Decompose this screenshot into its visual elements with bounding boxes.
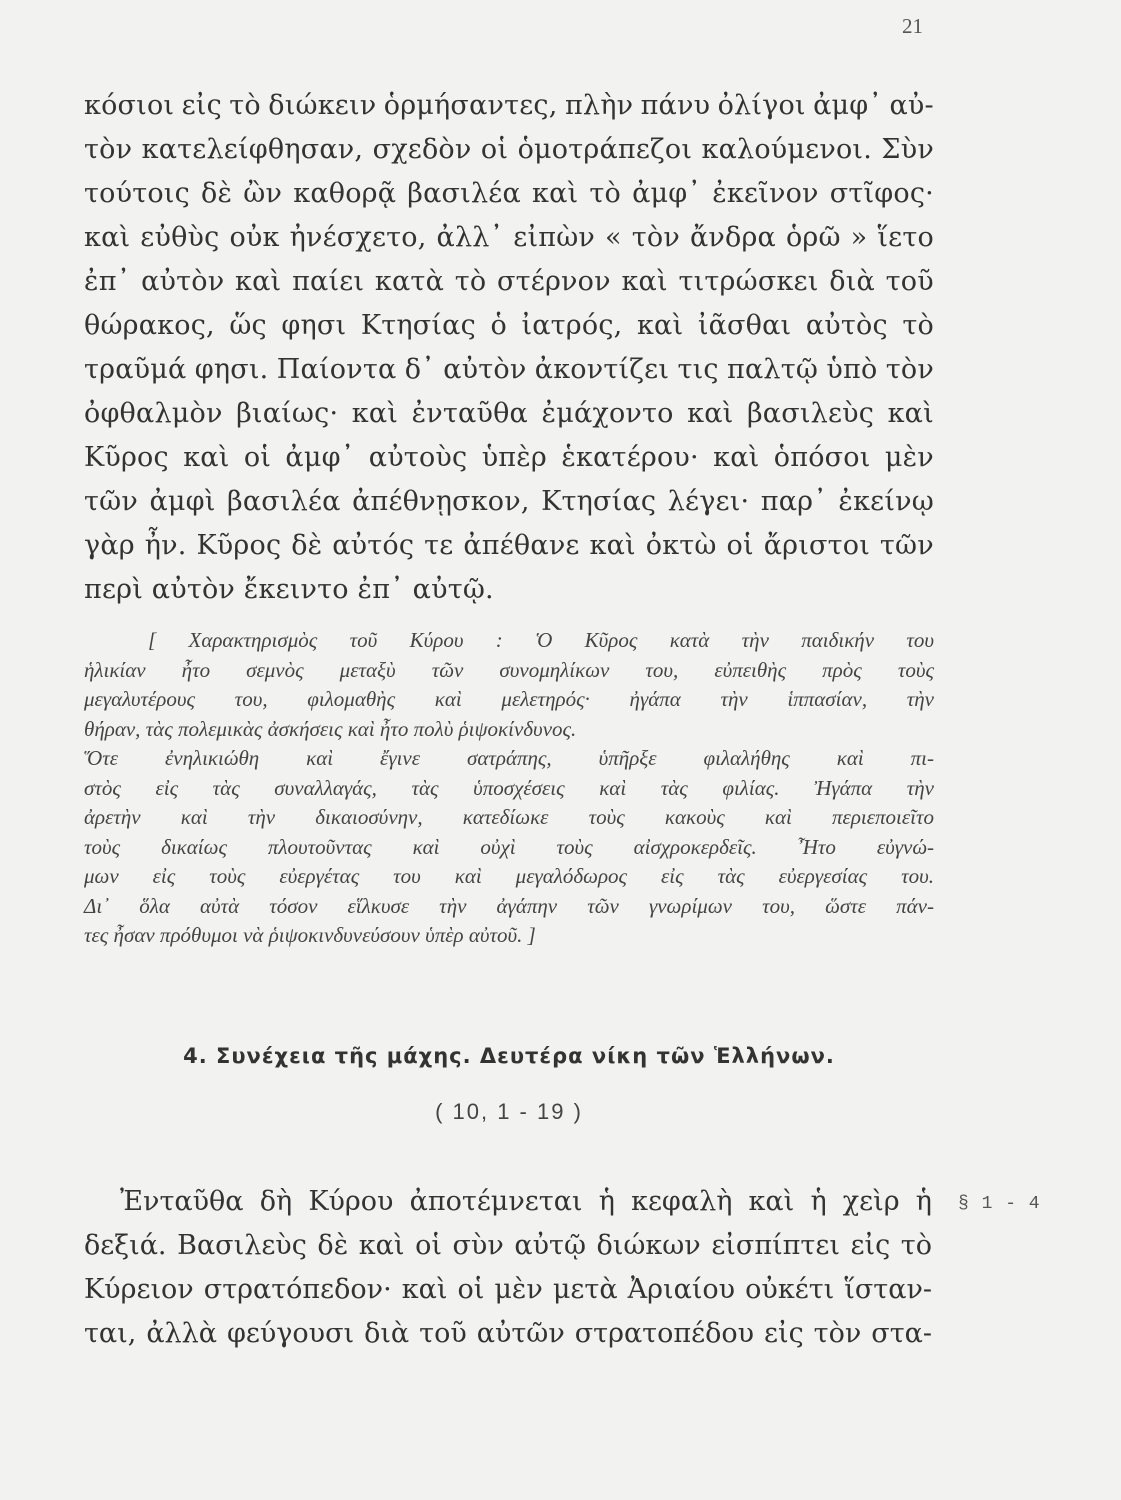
text-line: τούτοις δὲ ὢν καθορᾷ βασιλέα καὶ τὸ ἀμφ᾽ ἐκεῖνον στῖφος· — [84, 178, 934, 209]
note-line: τοὺς δικαίως πλουτοῦντας καὶ οὐχὶ τοὺς αἰσχροκερδεῖς. Ἦτο εὐγνώ- — [84, 834, 934, 859]
note-line: ἀρετὴν καὶ τὴν δικαιοσύνην, κατεδίωκε τοὺς κακοὺς καὶ περιεποιεῖτο — [84, 805, 934, 829]
note-line: στὸς εἰς τὰς συναλλαγάς, τὰς ὑποσχέσεις καὶ τὰς φιλίας. Ἠγάπα τὴν — [84, 775, 934, 800]
text-line: ται, ἀλλὰ φεύγουσι διὰ τοῦ αὐτῶν στρατοπέδου εἰς τὸν στα- — [84, 1318, 932, 1349]
text-line: Κύρειον στρατόπεδον· καὶ οἱ μὲν μετὰ Ἀριαίου οὐκέτι ἵσταν- — [84, 1274, 932, 1305]
main-text-block — [84, 84, 934, 612]
note-line: θήραν, τὰς πολεμικὰς ἀσκήσεις καὶ ἦτο πολὺ ῥιψοκίνδυνος. — [84, 716, 577, 741]
text-line: θώρακος, ὥς φησι Κτησίας ὁ ἰατρός, καὶ ἰᾶσθαι αὐτὸς τὸ — [84, 310, 934, 341]
text-line: καὶ εὐθὺς οὐκ ἠνέσχετο, ἀλλ᾽ εἰπὼν « τὸν ἄνδρα ὁρῶ » ἵετο — [84, 222, 934, 253]
text-line: τραῦμά φησι. Παίοντα δ᾽ αὐτὸν ἀκοντίζει τις παλτῷ ὑπὸ τὸν — [84, 354, 934, 385]
text-line: τῶν ἀμφὶ βασιλέα ἀπέθνῃσκον, Κτησίας λέγει· παρ᾽ ἐκείνῳ — [84, 486, 934, 517]
page-number: 21 — [902, 14, 923, 38]
section-reference: ( 10, 1 - 19 ) — [435, 1099, 583, 1124]
text-line: περὶ αὐτὸν ἔκειντο ἐπ᾽ αὐτῷ. — [84, 574, 494, 605]
text-line: γὰρ ἦν. Κῦρος δὲ αὐτός τε ἀπέθανε καὶ ὀκτὼ οἱ ἄριστοι τῶν — [84, 530, 934, 561]
text-line: κόσιοι εἰς τὸ διώκειν ὁρμήσαντες, πλὴν πάνυ ὀλίγοι ἀμφ᾽ αὐ- — [84, 90, 934, 121]
note-line: Ὅτε ἐνηλικιώθη καὶ ἔγινε σατράπης, ὑπῆρξε φιλαλήθης καὶ πι- — [84, 746, 934, 770]
note-line: μεγαλυτέρους του, φιλομαθὴς καὶ μελετηρός· ἠγάπα τὴν ἱππασίαν, τὴν — [84, 687, 934, 711]
text-line: ἐπ᾽ αὐτὸν καὶ παίει κατὰ τὸ στέρνον καὶ τιτρώσκει διὰ τοῦ — [84, 266, 934, 297]
note-line: μων εἰς τοὺς εὐεργέτας του καὶ μεγαλόδωρος εἰς τὰς εὐεργεσίας του. — [84, 864, 934, 888]
text-line: Ἐνταῦθα δὴ Κύρου ἀποτέμνεται ἡ κεφαλὴ καὶ ἡ χεὶρ ἡ — [120, 1186, 932, 1217]
text-line: Κῦρος καὶ οἱ ἀμφ᾽ αὐτοὺς ὑπὲρ ἑκατέρου· καὶ ὁπόσοι μὲν — [84, 442, 934, 473]
text-line: τὸν κατελείφθησαν, σχεδὸν οἱ ὁμοτράπεζοι καλούμενοι. Σὺν — [84, 134, 934, 165]
section-text-block — [84, 1180, 932, 1356]
text-line: ὀφθαλμὸν βιαίως· καὶ ἐνταῦθα ἐμάχοντο καὶ βασιλεὺς καὶ — [84, 398, 934, 429]
note-line: ἡλικίαν ἦτο σεμνὸς μεταξὺ τῶν συνομηλίκων του, εὐπειθὴς πρὸς τοὺς — [84, 657, 934, 682]
section-heading: 4. Συνέχεια τῆς μάχης. Δευτέρα νίκη τῶν Ἑλλήνων. — [183, 1044, 835, 1068]
note-line: Δι᾽ ὅλα αὐτὰ τόσον εἵλκυσε τὴν ἀγάπην τῶν γνωρίμων του, ὥστε πάν- — [84, 893, 934, 918]
note-line: τες ἦσαν πρόθυμοι νὰ ῥιψοκινδυνεύσουν ὑπὲρ αὐτοῦ. ] — [84, 923, 536, 947]
character-note — [84, 626, 934, 951]
text-line: δεξιά. Βασιλεὺς δὲ καὶ οἱ σὺν αὐτῷ διώκων εἰσπίπτει εἰς τὸ — [84, 1230, 932, 1261]
note-line: [ Χαρακτηρισμὸς τοῦ Κύρου : Ὁ Κῦρος κατὰ τὴν παιδικήν του — [148, 628, 934, 652]
margin-section-ref: § 1 - 4 — [958, 1194, 1041, 1214]
